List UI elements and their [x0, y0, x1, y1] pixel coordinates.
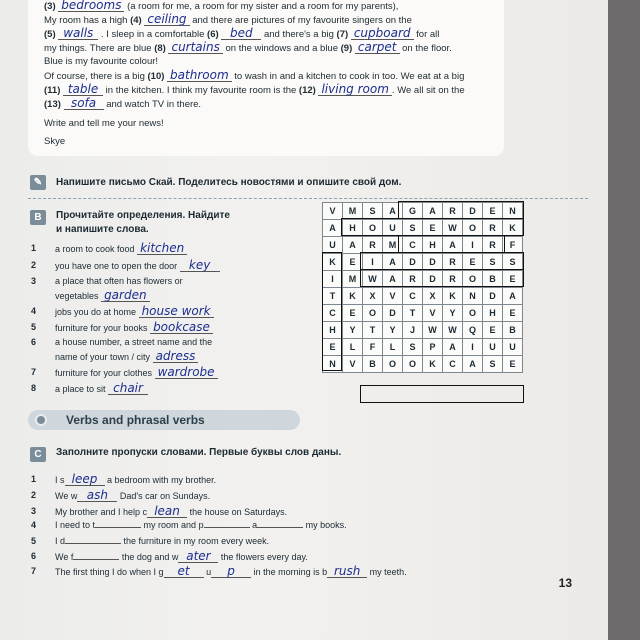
grid-cell: H [343, 220, 363, 237]
handwritten-answer: garden [101, 290, 150, 302]
grid-cell: V [343, 356, 363, 373]
grid-cell: E [483, 322, 503, 339]
task-write-heading: Напишите письмо Скай. Поделитесь новостями и опишите свой дом. [56, 177, 402, 188]
grid-cell: W [443, 220, 463, 237]
grid-cell: A [503, 288, 523, 305]
grid-cell: N [503, 203, 523, 220]
grid-cell: C [323, 305, 343, 322]
grid-cell: A [383, 271, 403, 288]
letter-line: (13) sofa and watch TV in there. [44, 96, 202, 110]
blank [73, 559, 119, 560]
list-item: 1 I s leep a bedroom with my brother. [31, 472, 217, 486]
found-word-kitchen [322, 252, 342, 371]
grid-cell: T [323, 288, 343, 305]
grid-cell: D [383, 305, 403, 322]
letter-line: My room has a high (4) ceiling and there are pictures of my favourite singers on the [44, 12, 412, 26]
grid-row [323, 288, 523, 305]
grid-cell: D [423, 254, 443, 271]
grid-cell: C [443, 356, 463, 373]
found-word-address [360, 252, 524, 270]
grid-cell: S [403, 220, 423, 237]
grid-cell: S [483, 254, 503, 271]
grid-cell: A [443, 339, 463, 356]
grid-cell: S [363, 203, 383, 220]
blank [257, 527, 303, 528]
task-c-title: Заполните пропуски словами. Первые буквы слов даны. [56, 447, 342, 458]
grid-cell: K [323, 254, 343, 271]
handwritten-answer: cupboard [351, 28, 414, 40]
grid-cell: R [403, 271, 423, 288]
divider [28, 198, 588, 199]
grid-cell: D [423, 271, 443, 288]
grid-cell: H [483, 305, 503, 322]
found-word-bookcase [360, 385, 524, 403]
grid-cell: U [323, 237, 343, 254]
list-item: 1 a room to cook food kitchen [55, 243, 187, 255]
grid-cell: L [383, 339, 403, 356]
list-item: 7 furniture for your clothes wardrobe [55, 367, 218, 379]
found-word-housework [341, 218, 524, 236]
grid-cell: E [483, 203, 503, 220]
grid-cell: E [343, 254, 363, 271]
found-word-garden [398, 201, 524, 219]
grid-cell: X [423, 288, 443, 305]
grid-cell: E [323, 339, 343, 356]
handwritten-answer: p [211, 566, 251, 578]
list-item: 3 My brother and I help c lean the house on Saturdays. [31, 504, 288, 518]
list-item-continuation: vegetables garden [55, 290, 150, 302]
list-item: 7 The first thing I do when I g et u p in the morning is b rush my teeth. [31, 564, 407, 578]
handwritten-answer: wardrobe [155, 367, 218, 379]
grid-cell: H [323, 322, 343, 339]
grid-cell: M [383, 237, 403, 254]
grid-cell: Q [463, 322, 483, 339]
handwritten-answer: kitchen [137, 243, 187, 255]
handwritten-answer: lean [147, 506, 187, 518]
handwritten-answer: chair [108, 383, 148, 395]
grid-cell: D [403, 254, 423, 271]
grid-cell: A [443, 237, 463, 254]
grid-cell: X [363, 288, 383, 305]
grid-cell: U [503, 339, 523, 356]
letter-line: (11) table in the kitchen. I think my favourite room is the (12) living room . We all sit on the [44, 82, 465, 96]
handwritten-answer: adress [153, 351, 199, 363]
handwritten-answer: ash [77, 490, 117, 502]
page-number: 13 [558, 576, 572, 590]
list-item: 4 I need to t my room and p a my books. [31, 520, 347, 530]
grid-cell: A [323, 220, 343, 237]
grid-cell: S [403, 339, 423, 356]
handwritten-answer: ater [178, 551, 218, 563]
grid-cell: E [343, 305, 363, 322]
letter-line: my things. There are blue (8) curtains on the windows and a blue (9) carpet on the floor. [44, 40, 452, 54]
list-item: 2 We w ash Dad's car on Sundays. [31, 488, 211, 502]
grid-row [323, 356, 523, 373]
grid-cell: C [403, 288, 423, 305]
handwritten-answer: bedrooms [58, 0, 124, 12]
grid-cell: E [503, 271, 523, 288]
grid-cell: K [343, 288, 363, 305]
grid-cell: Y [383, 322, 403, 339]
grid-cell: Y [443, 305, 463, 322]
grid-cell: N [463, 288, 483, 305]
grid-cell: I [463, 237, 483, 254]
handwritten-answer: key [180, 260, 220, 272]
list-item: 6 a house number, a street name and the [31, 337, 213, 347]
letter-text-box [28, 0, 504, 156]
grid-cell: D [463, 203, 483, 220]
list-item: 2 you have one to open the door key [55, 260, 220, 272]
grid-cell: E [503, 305, 523, 322]
grid-cell: E [423, 220, 443, 237]
grid-cell: O [463, 271, 483, 288]
list-item: 5 I d the furniture in my room every week. [31, 536, 270, 546]
grid-cell: U [383, 220, 403, 237]
task-b-title: и напишите слова. [56, 224, 149, 235]
grid-cell: S [483, 356, 503, 373]
grid-cell: K [443, 288, 463, 305]
grid-cell: O [363, 305, 383, 322]
grid-cell: D [483, 288, 503, 305]
grid-cell: V [423, 305, 443, 322]
grid-cell: R [443, 203, 463, 220]
grid-cell: E [463, 254, 483, 271]
grid-cell: M [343, 271, 363, 288]
grid-cell: B [483, 271, 503, 288]
bullet-icon [35, 414, 47, 426]
grid-cell: M [343, 203, 363, 220]
grid-cell: O [363, 220, 383, 237]
grid-cell: I [363, 254, 383, 271]
letter-line: Of course, there is a big (10) bathroom to wash in and a kitchen to cook in too. We eat at a big [44, 68, 465, 82]
handwritten-answer: rush [327, 566, 367, 578]
grid-cell: O [403, 356, 423, 373]
grid-cell: I [323, 271, 343, 288]
letter-line: (3) bedrooms (a room for me, a room for my sister and a room for my parents), [44, 0, 399, 12]
letter-signature: Skye [44, 136, 66, 147]
letter-line: Blue is my favourite colour! [44, 56, 159, 67]
grid-cell: A [383, 203, 403, 220]
grid-cell: R [363, 237, 383, 254]
list-item: 6 We f the dog and w ater the flowers every day. [31, 549, 308, 563]
letter-line: Write and tell me your news! [44, 118, 164, 129]
grid-cell: T [363, 322, 383, 339]
handwritten-answer: curtains [168, 42, 222, 54]
task-b-badge: B [30, 210, 46, 225]
pencil-icon: ✎ [30, 175, 46, 190]
blank [95, 527, 141, 528]
handwritten-answer: ceiling [144, 14, 189, 26]
grid-cell: O [463, 305, 483, 322]
section-banner: Verbs and phrasal verbs [28, 410, 300, 430]
grid-cell: V [323, 203, 343, 220]
blank [65, 543, 121, 544]
grid-cell: U [483, 339, 503, 356]
grid-cell: A [343, 237, 363, 254]
list-item-continuation: name of your town / city adress [55, 351, 198, 363]
list-item: 4 jobs you do at home house work [55, 306, 214, 318]
handwritten-answer: living room [318, 84, 391, 96]
handwritten-answer: bed [221, 28, 261, 40]
handwritten-answer: et [164, 566, 204, 578]
grid-cell: I [463, 339, 483, 356]
grid-cell: Y [343, 322, 363, 339]
grid-cell: K [423, 356, 443, 373]
grid-cell: W [363, 271, 383, 288]
list-item: 8 a place to sit chair [55, 383, 148, 395]
grid-cell: N [323, 356, 343, 373]
grid-row [323, 339, 523, 356]
letter-line: (5) walls . I sleep in a comfortable (6) bed and there's a big (7) cupboard for all [44, 26, 440, 40]
grid-cell: A [463, 356, 483, 373]
blank [204, 527, 250, 528]
grid-cell: W [423, 322, 443, 339]
found-word-wardrobe [360, 269, 524, 287]
grid-cell: J [403, 322, 423, 339]
grid-cell: F [363, 339, 383, 356]
grid-cell: R [443, 254, 463, 271]
task-c-badge: C [30, 447, 46, 462]
task-b-title: Прочитайте определения. Найдите [56, 210, 230, 221]
handwritten-answer: house work [139, 306, 214, 318]
grid-cell: R [483, 237, 503, 254]
grid-cell: L [343, 339, 363, 356]
grid-cell: H [423, 237, 443, 254]
handwritten-answer: sofa [64, 98, 104, 110]
list-item: 3 a place that often has flowers or [31, 276, 183, 286]
grid-cell: R [483, 220, 503, 237]
grid-cell: P [423, 339, 443, 356]
handwritten-answer: carpet [355, 42, 400, 54]
found-word-chair [398, 235, 505, 253]
handwritten-answer: walls [58, 28, 98, 40]
grid-cell: K [503, 220, 523, 237]
grid-cell: A [423, 203, 443, 220]
grid-cell: V [383, 288, 403, 305]
handwritten-answer: leep [65, 474, 105, 486]
grid-cell: T [403, 305, 423, 322]
list-item: 5 furniture for your books bookcase [55, 322, 213, 334]
grid-cell: A [383, 254, 403, 271]
handwritten-answer: table [63, 84, 103, 96]
grid-cell: C [403, 237, 423, 254]
grid-row [323, 305, 523, 322]
grid-cell: G [403, 203, 423, 220]
grid-row [323, 322, 523, 339]
grid-cell: B [363, 356, 383, 373]
grid-cell: O [463, 220, 483, 237]
grid-cell: E [503, 356, 523, 373]
handwritten-answer: bathroom [167, 70, 232, 82]
handwritten-answer: bookcase [150, 322, 213, 334]
grid-cell: B [503, 322, 523, 339]
grid-cell: O [383, 356, 403, 373]
grid-cell: W [443, 322, 463, 339]
grid-cell: R [443, 271, 463, 288]
grid-cell: F [503, 237, 523, 254]
grid-cell: S [503, 254, 523, 271]
